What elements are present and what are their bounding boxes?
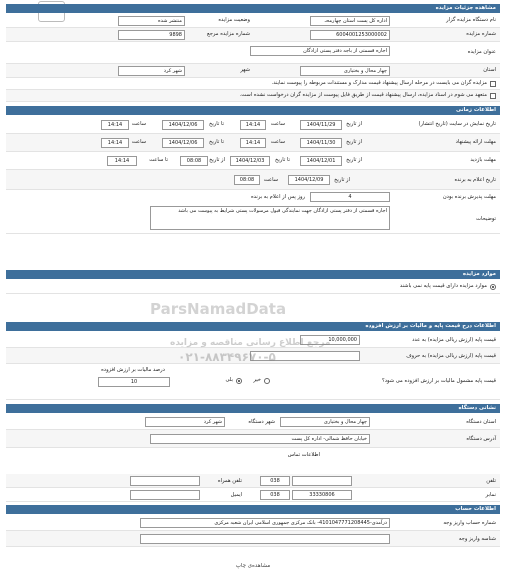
items-option-row — [6, 280, 500, 294]
org-province-label: استان دستگاه — [466, 419, 496, 425]
vat-yes-radio[interactable] — [236, 378, 242, 384]
deposit-field[interactable]: درآمدی-4101047771208445- بانک مرکزی جمهوری اسلامی ایران شعبه مرکزی — [140, 518, 390, 528]
display-from-date[interactable]: 1404/11/29 — [300, 120, 342, 130]
deposit-id-label: شناسه واریز وجه — [458, 536, 496, 542]
description-label: توضیحات — [476, 216, 496, 222]
vat-percent-field[interactable]: 10 — [98, 377, 170, 387]
visit-row — [6, 152, 500, 170]
from-date-label: از تاریخ — [346, 121, 362, 127]
details-row-organizer — [6, 14, 500, 28]
org-address-field[interactable]: خیابان حافظ شمالی- اداره کل پست — [150, 434, 370, 444]
ref-number-field[interactable]: 9898 — [118, 30, 185, 40]
title-label: عنوان مزایده — [467, 49, 496, 55]
base-price-words-label: قیمت پایه (ارزش ریالی مزایده) به حروف — [406, 353, 496, 359]
org-address-row — [6, 430, 500, 448]
items-no-base-price-radio[interactable] — [490, 284, 496, 290]
visit-label: مهلت بازدید — [470, 157, 496, 163]
phone-label: تلفن — [486, 478, 496, 484]
winner-label: تاریخ اعلام به برنده — [454, 177, 496, 183]
fax-label: نمابر — [485, 492, 496, 498]
phone-row — [6, 474, 500, 488]
email-field[interactable] — [130, 490, 200, 500]
city-label: شهر — [240, 67, 250, 73]
account-header: اطلاعات حساب — [6, 505, 500, 514]
winner-time[interactable]: 08:08 — [234, 175, 260, 185]
to-hour-label: تا ساعت — [149, 157, 168, 163]
org-address-label: آدرس دستگاه — [466, 436, 496, 442]
description-field[interactable]: اجاره قسمتی از دفتر پستی ازادگان جهت نمایندگی قبول مرسولات پستی شرایط به پیوست می باشد — [150, 206, 390, 230]
deposit-label: شماره حساب واریز وجه — [443, 520, 496, 526]
watermark-brand: ParsNamadData — [150, 300, 287, 318]
fax-number-field[interactable]: 33330806 — [292, 490, 352, 500]
deposit-row — [6, 515, 500, 531]
winner-date[interactable]: 1404/12/09 — [288, 175, 330, 185]
province-field[interactable]: چهار محال و بختیاری — [300, 66, 390, 76]
print-view-link[interactable]: مشاهده‌ی چاپ — [235, 563, 271, 569]
from-date-label: از تاریخ — [346, 139, 362, 145]
base-price-label: قیمت پایه (ارزش ریالی مزایده) به عدد — [412, 337, 496, 343]
fax-row — [6, 488, 500, 502]
to-date-label: تا تاریخ — [275, 157, 290, 163]
accept-label: مهلت پذیرش برنده بودن — [442, 194, 496, 200]
vat-yes-label: بلی — [225, 377, 233, 383]
deposit-id-row — [6, 531, 500, 547]
display-date-row — [6, 116, 500, 134]
visit-from-date[interactable]: 1404/12/01 — [300, 156, 342, 166]
contact-title-row — [6, 448, 500, 462]
offer-row — [6, 134, 500, 152]
price-header: اطلاعات درج قیمت پایه و مالیات بر ارزش افزوده — [6, 322, 500, 331]
watermark-phone: ۰۲۱-۸۸۳۴۹۶۷۰-۵ — [178, 350, 276, 364]
accept-days-field[interactable]: 4 — [310, 192, 390, 202]
details-row-docs — [6, 78, 500, 90]
details-row-title — [6, 42, 500, 64]
province-label: استان — [483, 67, 496, 73]
items-header: موارد مزایده — [6, 270, 500, 279]
city-field[interactable]: شهر کرد — [118, 66, 185, 76]
org-header: نشانی دستگاه — [6, 404, 500, 413]
hour-label: ساعت — [270, 139, 285, 145]
time-header: اطلاعات زمانی — [6, 106, 500, 115]
base-price-words-row — [6, 348, 500, 364]
offer-from-date[interactable]: 1404/11/30 — [300, 138, 342, 148]
base-price-row — [6, 332, 500, 348]
commit-checkbox[interactable] — [490, 93, 496, 99]
hour-label: ساعت — [263, 177, 278, 183]
offer-from-time[interactable]: 14:14 — [240, 138, 266, 148]
accept-desc-row — [6, 190, 500, 234]
docs-checkbox[interactable] — [490, 81, 496, 87]
org-province-field[interactable]: چهار محال و بختیاری — [280, 417, 370, 427]
watermark-line: مرجع اطلاع رسانی مناقصه و مزایده — [170, 338, 331, 348]
vat-percent-label: درصد مالیات بر ارزش افزوده — [101, 367, 165, 373]
details-header: مشاهده جزئیات مزایده — [6, 4, 500, 13]
phone-number-field[interactable] — [292, 476, 352, 486]
offer-to-time[interactable]: 14:14 — [101, 138, 129, 148]
details-row-location — [6, 64, 500, 78]
mobile-label: تلفن همراه — [217, 478, 242, 484]
org-city-field[interactable]: شهر کرد — [145, 417, 225, 427]
display-to-date[interactable]: 1404/12/06 — [162, 120, 204, 130]
commit-text: متعهد می شوم در اسناد مزایده، ارسال پیشنهاد قیمت از طریق فایل پیوست از مزایده گران درخواست نشده است. — [239, 92, 487, 98]
number-field[interactable]: 6004001253000002 — [310, 30, 390, 40]
phone-code-field[interactable]: 038 — [260, 476, 290, 486]
to-date-label: تا تاریخ — [209, 121, 224, 127]
details-row-commit — [6, 90, 500, 102]
base-price-words-field[interactable] — [250, 351, 360, 361]
offer-to-date[interactable]: 1404/12/06 — [162, 138, 204, 148]
number-label: شماره مزایده — [466, 31, 496, 37]
hour-label: ساعت — [270, 121, 285, 127]
title-field[interactable]: اجاره قسمتی از باجه دفتر پستی ازادگان — [250, 46, 390, 56]
hour-label: ساعت — [131, 139, 146, 145]
status-field[interactable]: منتشر شده — [118, 16, 185, 26]
deposit-id-field[interactable] — [140, 534, 390, 544]
to-date-label: تا تاریخ — [209, 139, 224, 145]
from-date-label: از تاریخ — [346, 157, 362, 163]
vat-no-label: خیر — [253, 377, 261, 383]
items-option-text: موارد مزایده دارای قیمت پایه نمی باشند — [399, 283, 487, 289]
visit-from-time[interactable]: 14:14 — [107, 156, 137, 166]
vat-question: قیمت پایه مشمول مالیات بر ارزش افزوده می شود؟ — [381, 378, 496, 384]
from-date-label: از تاریخ — [209, 157, 225, 163]
vat-no-radio[interactable] — [264, 378, 270, 384]
display-date-label: تاریخ نمایش در سایت (تاریخ انتشار) — [418, 121, 496, 127]
fax-code-field[interactable]: 038 — [260, 490, 290, 500]
docs-text: مزایده گران می بایست در مرحله ارسال پیشنهاد قیمت مدارک و مستندات مربوطه را پیوست نمایند. — [271, 80, 487, 86]
winner-row — [6, 170, 500, 190]
from-date-label: از تاریخ — [334, 177, 350, 183]
org-city-label: شهر دستگاه — [248, 419, 275, 425]
display-from-time[interactable]: 14:14 — [240, 120, 266, 130]
organizer-label: نام دستگاه مزایده گزار — [446, 17, 496, 23]
status-label: وضعیت مزایده — [218, 17, 250, 23]
accept-suffix: روز پس از اعلام به برنده — [250, 194, 305, 200]
base-price-field[interactable]: 10,000,000 — [300, 335, 360, 345]
visit-to-date[interactable]: 1404/12/03 — [230, 156, 270, 166]
mobile-field[interactable] — [130, 476, 200, 486]
organizer-field[interactable]: اداره کل پست استان چهارمحـ — [310, 16, 390, 26]
email-label: ایمیل — [230, 492, 242, 498]
vat-row — [6, 364, 500, 400]
org-location-row — [6, 414, 500, 430]
offer-label: مهلت ارائه پیشنهاد — [455, 139, 496, 145]
details-row-number — [6, 28, 500, 42]
hour-label: ساعت — [131, 121, 146, 127]
contact-title: اطلاعات تماس — [287, 452, 320, 458]
ref-number-label: شماره مزایده مرجع — [206, 31, 250, 37]
display-to-time[interactable]: 14:14 — [101, 120, 129, 130]
visit-to-time[interactable]: 08:08 — [180, 156, 208, 166]
